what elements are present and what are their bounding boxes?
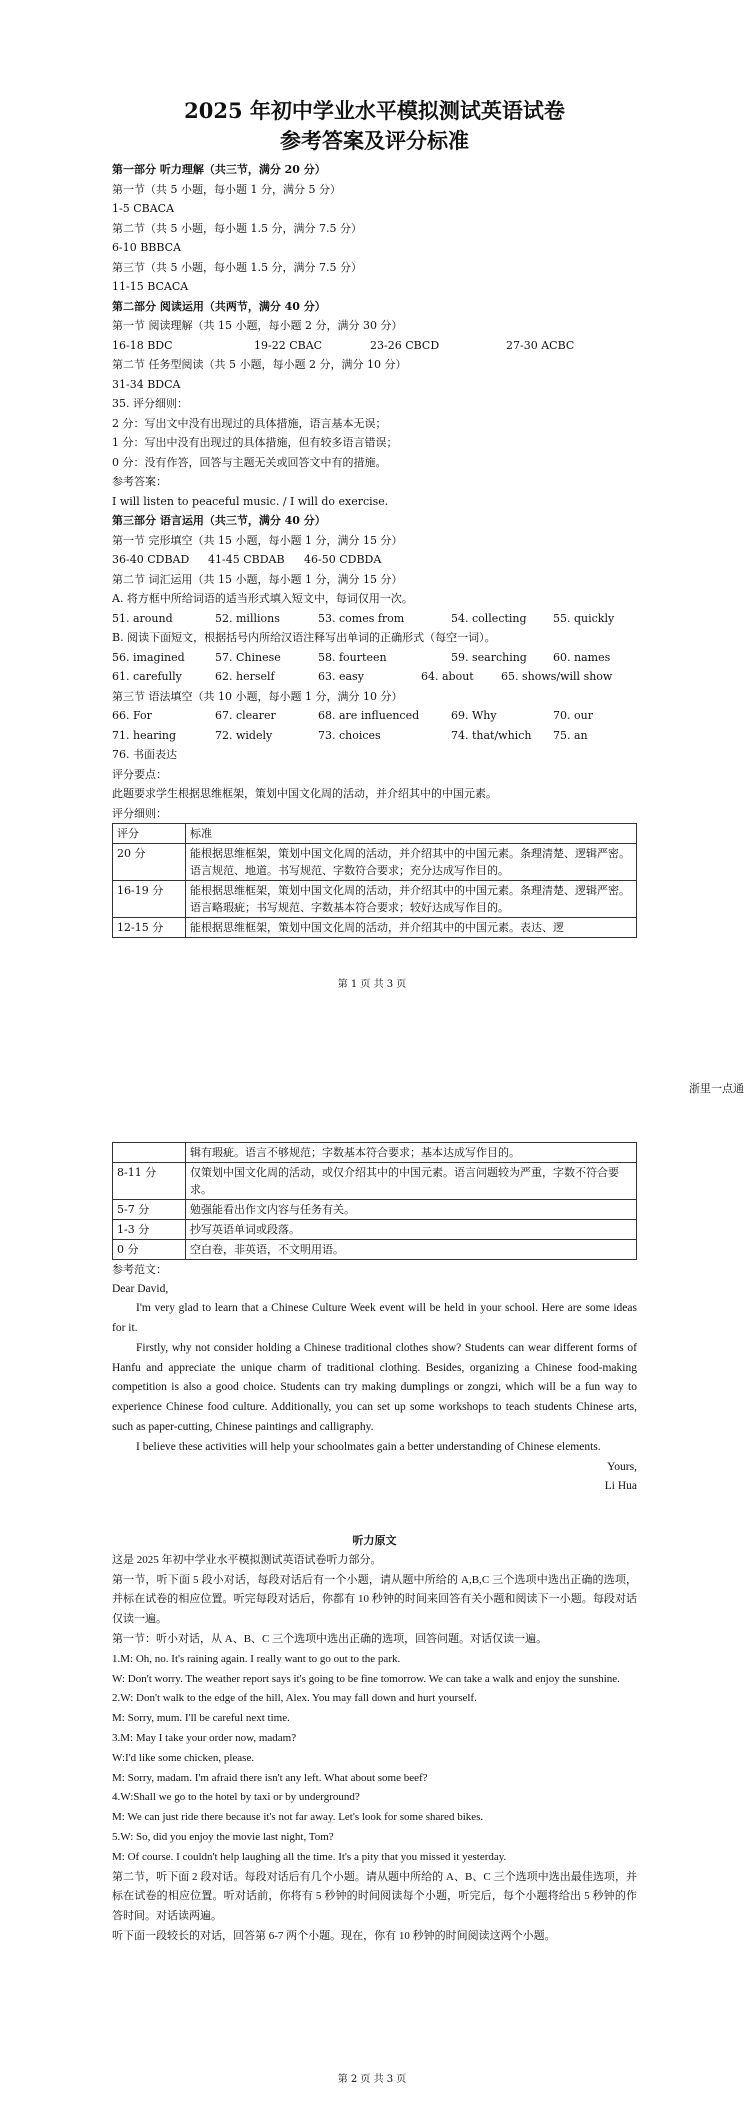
- table-row: [113, 1220, 637, 1240]
- criteria-cell: 抄写英语单词或段落。: [186, 1220, 637, 1240]
- answer-cell: 58. fourteen: [318, 650, 387, 664]
- letter-closing: Yours,: [607, 1460, 637, 1473]
- answer-cell: 27-30 ACBC: [506, 338, 575, 352]
- score-cell: 0 分: [113, 1240, 186, 1260]
- answer-cell: 57. Chinese: [215, 650, 281, 664]
- text-line: 此题要求学生根据思维框架，策划中国文化周的活动，并介绍其中的中国元素。: [112, 787, 497, 800]
- transcript-line: 1.M: Oh, no. It's raining again. I really want to go out to the park.: [112, 1652, 401, 1665]
- transcript-line: 2.W: Don't walk to the edge of the hill, Alex. You may fall down and hurt yourself.: [112, 1692, 477, 1705]
- answer-cell: 73. choices: [318, 728, 381, 742]
- table-row: [113, 844, 637, 881]
- answer-cell: 62. herself: [215, 670, 275, 683]
- answer-cell: 56. imagined: [112, 650, 185, 664]
- cloze-answers: [112, 550, 637, 570]
- transcript-line: W:I'd like some chicken, please.: [112, 1751, 255, 1764]
- page-1-content: [112, 96, 637, 938]
- answer-cell: 66. For: [112, 709, 152, 722]
- answer-line: 11-15 BCACA: [112, 280, 189, 293]
- answer-cell: 54. collecting: [451, 611, 527, 625]
- vocab-b-row: [112, 648, 637, 668]
- answer-cell: 74. that/which: [451, 728, 532, 742]
- criteria-cell: 辑有瑕疵。语言不够规范；字数基本符合要求；基本达成写作目的。: [186, 1143, 637, 1163]
- answer-cell: 72. widely: [215, 728, 273, 742]
- text-line: 1 分：写出中没有出现过的具体措施，但有较多语言错误；: [112, 436, 398, 449]
- answer-cell: 63. easy: [318, 670, 364, 683]
- score-cell: 1-3 分: [113, 1220, 186, 1240]
- watermark-text: 浙里一点通: [689, 1082, 744, 1095]
- page-1: [0, 0, 744, 1000]
- answer-cell: 64. about: [421, 670, 474, 683]
- criteria-cell: 能根据思维框架，策划中国文化周的活动，并介绍其中的中国元素。表达、逻: [186, 918, 637, 938]
- criteria-cell: 仅策划中国文化周的活动，或仅介绍其中的中国元素。语言问题较为严重，字数不符合要求。: [186, 1163, 637, 1200]
- answer-cell: 68. are influenced: [318, 709, 420, 722]
- score-cell: 8-11 分: [113, 1163, 186, 1200]
- transcript-line: 听下面一段较长的对话，回答第 6-7 两个小题。现在，你有 10 秒钟的时间阅读这两个小题。: [112, 1929, 556, 1942]
- text-line: B. 阅读下面短文，根据括号内所给汉语注释写出单词的正确形式（每空一词）。: [112, 631, 496, 644]
- text-line: 第一节 完形填空（共 15 小题，每小题 1 分，满分 15 分）: [112, 533, 403, 547]
- text-line: 76. 书面表达: [112, 748, 177, 761]
- letter-paragraph: I believe these activities will help your schoolmates gain a better understanding of Chinese elements.: [136, 1440, 601, 1453]
- listening-transcript: [112, 1551, 637, 1947]
- text-line: 第一节 阅读理解（共 15 小题，每小题 2 分，满分 30 分）: [112, 319, 403, 332]
- listening-title: 听力原文: [352, 1534, 397, 1548]
- grammar-row: [112, 706, 637, 726]
- transcript-line: 第一节，听下面 5 段小对话，每段对话后有一个小题，请从题中所给的 A,B,C 三个选项中选出正确的选项，并标在试卷的相应位置。听完每段对话后，你都有 10 秒钟的时间来回答有关小题和阅读下一小题。每段对话仅读一遍。: [112, 1573, 637, 1626]
- answer-cell: 60. names: [553, 650, 611, 664]
- table-header-cell: 评分: [113, 824, 186, 844]
- answer-cell: 23-26 CBCD: [370, 338, 440, 352]
- grammar-row: [112, 726, 637, 746]
- text-line: 第三节 语法填空（共 10 小题，每小题 1 分，满分 10 分）: [112, 689, 403, 703]
- page-footer: 第 1 页 共 3 页: [337, 979, 407, 990]
- score-cell: [113, 1143, 186, 1163]
- transcript-line: 这是 2025 年初中学业水平模拟测试英语试卷听力部分。: [112, 1553, 382, 1566]
- answer-cell: 16-18 BDC: [112, 338, 173, 352]
- text-line: I will listen to peaceful music. / I will do exercise.: [112, 494, 389, 508]
- letter-signature: Li Hua: [604, 1480, 637, 1493]
- section-heading: 第三部分 语言运用（共三节，满分 40 分）: [112, 514, 326, 527]
- table-row: [113, 1143, 637, 1163]
- table-header-cell: 标准: [186, 824, 637, 844]
- answer-cell: 69. Why: [451, 709, 497, 722]
- answer-cell: 61. carefully: [112, 670, 182, 683]
- text-line: 第一节（共 5 小题，每小题 1 分，满分 5 分）: [112, 182, 341, 196]
- letter-paragraph: Firstly, why not consider holding a Chinese traditional clothes show? Students can wear different forms of Hanfu and appreciate the unique charm of traditional clothing. Besides, organizing a Chinese food-making competition is also a good choice. Students can try making dumplings or zongzi, which will be a fun way to experience Chinese food culture. Additionally, you can set up some workshops to teach students Chinese arts, such as paper-cutting, Chinese paintings and calligraphy.: [112, 1341, 637, 1434]
- score-cell: 12-15 分: [113, 918, 186, 938]
- text-line: 评分细则：: [112, 806, 167, 820]
- table-row: [113, 1200, 637, 1220]
- criteria-cell: 能根据思维框架，策划中国文化周的活动，并介绍其中的中国元素。条理清楚、逻辑严密。语言规范、地道。书写规范、字数符合要求；充分达成写作目的。: [186, 844, 637, 881]
- answer-cell: 53. comes from: [318, 611, 405, 625]
- transcript-line: 第一节：听小对话，从 A、B、C 三个选项中选出正确的选项，回答问题。对话仅读一遍。: [112, 1632, 548, 1645]
- text-line: 35. 评分细则：: [112, 397, 188, 410]
- answer-cell: 70. our: [553, 709, 593, 722]
- transcript-line: M: Sorry, madam. I'm afraid there isn't any left. What about some beef?: [112, 1771, 428, 1784]
- score-cell: 20 分: [113, 844, 186, 881]
- answer-cell: 59. searching: [451, 650, 527, 664]
- transcript-line: W: Don't worry. The weather report says it's going to be fine tomorrow. We can take a walk and enjoy the sunshine.: [112, 1672, 620, 1685]
- criteria-cell: 能根据思维框架，策划中国文化周的活动，并介绍其中的中国元素。条理清楚、逻辑严密。语言略瑕疵；书写规范、字数基本符合要求；较好达成写作目的。: [186, 881, 637, 918]
- text-line: 第二节（共 5 小题，每小题 1.5 分，满分 7.5 分）: [112, 221, 362, 235]
- answer-line: 6-10 BBBCA: [112, 241, 182, 254]
- answer-cell: 67. clearer: [215, 709, 276, 722]
- transcript-line: 第二节，听下面 2 段对话。每段对话后有几个小题。请从题中所给的 A、B、C 三个选项中选出最佳选项，并标在试卷的相应位置。听对话前，你将有 5 秒钟的时间阅读每个小题，听完后，每个小题将给出 5 秒钟的作答时间。对话读两遍。: [112, 1870, 637, 1923]
- page-2-content: [112, 1142, 637, 1947]
- transcript-line: 3.M: May I take your order now, madam?: [112, 1731, 297, 1744]
- table-row: [113, 881, 637, 918]
- vocab-b-row: [112, 667, 637, 687]
- text-line: 2 分：写出文中没有出现过的具体措施，语言基本无误；: [112, 416, 387, 430]
- score-cell: 5-7 分: [113, 1200, 186, 1220]
- text-line: 0 分：没有作答，回答与主题无关或回答文中有的措施。: [112, 455, 387, 469]
- page-2: [0, 1130, 744, 2090]
- text-line: 评分要点：: [112, 767, 167, 781]
- answer-cell: 19-22 CBAC: [254, 338, 323, 352]
- answer-cell: 46-50 CDBDA: [304, 553, 382, 566]
- score-cell: 16-19 分: [113, 881, 186, 918]
- page-footer: 第 2 页 共 3 页: [337, 2074, 407, 2085]
- text-line: 第二节 任务型阅读（共 5 小题，每小题 2 分，满分 10 分）: [112, 358, 407, 371]
- transcript-line: 4.W:Shall we go to the hotel by taxi or by underground?: [112, 1791, 360, 1804]
- table-header-row: [113, 824, 637, 844]
- document-title: 2025 年初中学业水平模拟测试英语试卷: [184, 98, 565, 123]
- section-heading: 第一部分 听力理解（共三节，满分 20 分）: [112, 163, 326, 176]
- text-line: 参考答案：: [112, 475, 167, 488]
- table-row: [113, 1163, 637, 1200]
- answer-cell: 65. shows/will show: [501, 670, 613, 683]
- text-line: 第二节 词汇运用（共 15 小题，每小题 1 分，满分 15 分）: [112, 572, 403, 586]
- vocab-a-row: [112, 609, 637, 629]
- answer-cell: 75. an: [553, 728, 588, 742]
- transcript-line: 5.W: So, did you enjoy the movie last night, Tom?: [112, 1830, 334, 1843]
- criteria-cell: 空白卷，非英语，不文明用语。: [186, 1240, 637, 1260]
- table-row: [113, 1240, 637, 1260]
- reading-answers: [112, 336, 637, 356]
- criteria-cell: 勉强能看出作文内容与任务有关。: [186, 1200, 637, 1220]
- table-row: [113, 918, 637, 938]
- section-heading: 第二部分 阅读运用（共两节，满分 40 分）: [112, 299, 326, 313]
- scoring-table: [112, 823, 637, 938]
- answer-cell: 71. hearing: [112, 728, 177, 742]
- letter-greeting: Dear David,: [112, 1282, 169, 1295]
- answer-cell: 52. millions: [215, 611, 280, 625]
- text-line: A. 将方框中所给词语的适当形式填入短文中，每词仅用一次。: [112, 592, 413, 605]
- letter-paragraph: I'm very glad to learn that a Chinese Culture Week event will be held in your school. Here are some ideas for it.: [112, 1302, 637, 1335]
- document-subtitle: 参考答案及评分标准: [280, 128, 469, 153]
- answer-cell: 51. around: [112, 611, 173, 625]
- text-line: 第三节（共 5 小题，每小题 1.5 分，满分 7.5 分）: [112, 260, 362, 274]
- transcript-line: M: We can just ride there because it's not far away. Let's look for some shared bikes.: [112, 1811, 484, 1824]
- answer-cell: 36-40 CDBAD: [112, 553, 190, 566]
- answer-line: 31-34 BDCA: [112, 377, 181, 391]
- sample-label: 参考范文：: [112, 1263, 167, 1276]
- transcript-line: M: Of course. I couldn't help laughing all the time. It's a pity that you missed it yesterday.: [112, 1850, 507, 1863]
- transcript-line: M: Sorry, mum. I'll be careful next time.: [112, 1712, 290, 1725]
- answer-cell: 55. quickly: [553, 611, 615, 625]
- answer-cell: 41-45 CBDAB: [208, 553, 285, 566]
- answer-line: 1-5 CBACA: [112, 202, 175, 215]
- scoring-table-continued: [112, 1142, 637, 1260]
